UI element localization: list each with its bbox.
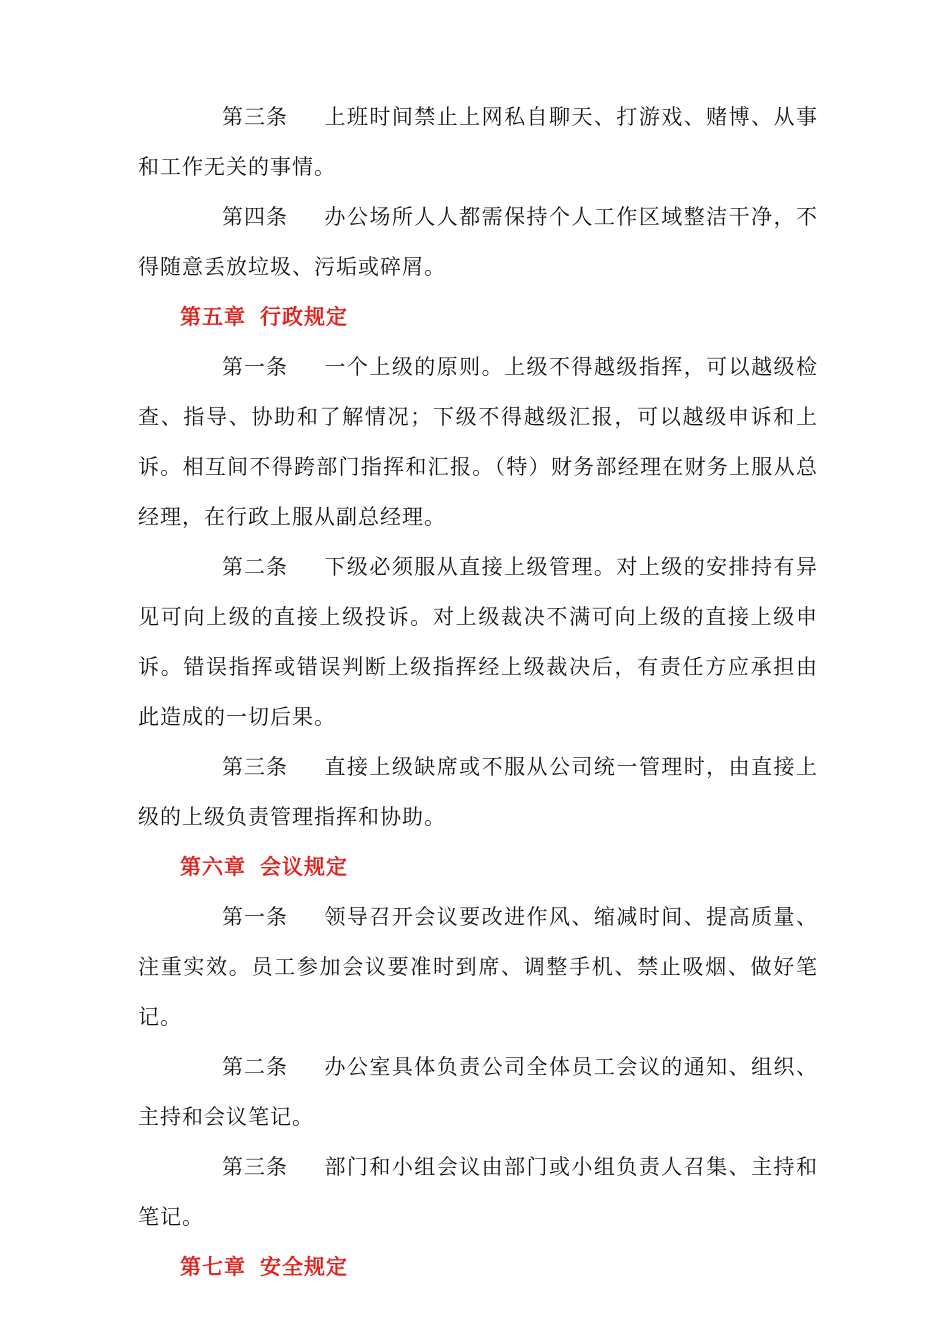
chapter-number: 第七章 xyxy=(180,1255,246,1279)
article-paragraph xyxy=(138,892,818,1042)
chapter-title: 会议规定 xyxy=(260,855,348,879)
article-paragraph xyxy=(138,542,818,742)
article-text: 一个上级的原则。上级不得越级指挥，可以越级检查、指导、协助和了解情况；下级不得越级汇报，可以越级申诉和上诉。相互间不得跨部门指挥和汇报。（特）财务部经理在财务上服从总经理，在行政上服从副总经理。 xyxy=(138,355,818,529)
chapter-number: 第五章 xyxy=(180,305,246,329)
article-text: 下级必须服从直接上级管理。对上级的安排持有异见可向上级的直接上级投诉。对上级裁决不满可向上级的直接上级申诉。错误指挥或错误判断上级指挥经上级裁决后，有责任方应承担由此造成的一切后果。 xyxy=(138,555,818,729)
article-text: 上班时间禁止上网私自聊天、打游戏、赌博、从事和工作无关的事情。 xyxy=(138,105,818,179)
chapter-heading xyxy=(138,292,818,342)
article-number: 第一条 xyxy=(222,355,288,379)
article-paragraph xyxy=(138,1042,818,1142)
chapter-number: 第六章 xyxy=(180,855,246,879)
article-number: 第二条 xyxy=(222,1055,288,1079)
article-paragraph xyxy=(138,342,818,542)
article-number: 第三条 xyxy=(222,1155,288,1179)
chapter-title: 安全规定 xyxy=(260,1255,348,1279)
article-text: 办公室具体负责公司全体员工会议的通知、组织、主持和会议笔记。 xyxy=(138,1055,818,1129)
chapter-heading xyxy=(138,842,818,892)
document-body xyxy=(138,92,818,1292)
chapter-title: 行政规定 xyxy=(260,305,348,329)
chapter-heading xyxy=(138,1242,818,1292)
article-number: 第一条 xyxy=(222,905,288,929)
article-paragraph xyxy=(138,92,818,192)
article-number: 第三条 xyxy=(222,755,288,779)
article-text: 部门和小组会议由部门或小组负责人召集、主持和笔记。 xyxy=(138,1155,818,1229)
article-paragraph xyxy=(138,192,818,292)
article-text: 直接上级缺席或不服从公司统一管理时，由直接上级的上级负责管理指挥和协助。 xyxy=(138,755,818,829)
article-text: 办公场所人人都需保持个人工作区域整洁干净，不得随意丢放垃圾、污垢或碎屑。 xyxy=(138,205,818,279)
article-number: 第二条 xyxy=(222,555,288,579)
article-paragraph xyxy=(138,742,818,842)
article-number: 第三条 xyxy=(222,105,288,129)
article-paragraph xyxy=(138,1142,818,1242)
article-number: 第四条 xyxy=(222,205,288,229)
article-text: 领导召开会议要改进作风、缩减时间、提高质量、注重实效。员工参加会议要准时到席、调整手机、禁止吸烟、做好笔记。 xyxy=(138,905,818,1029)
